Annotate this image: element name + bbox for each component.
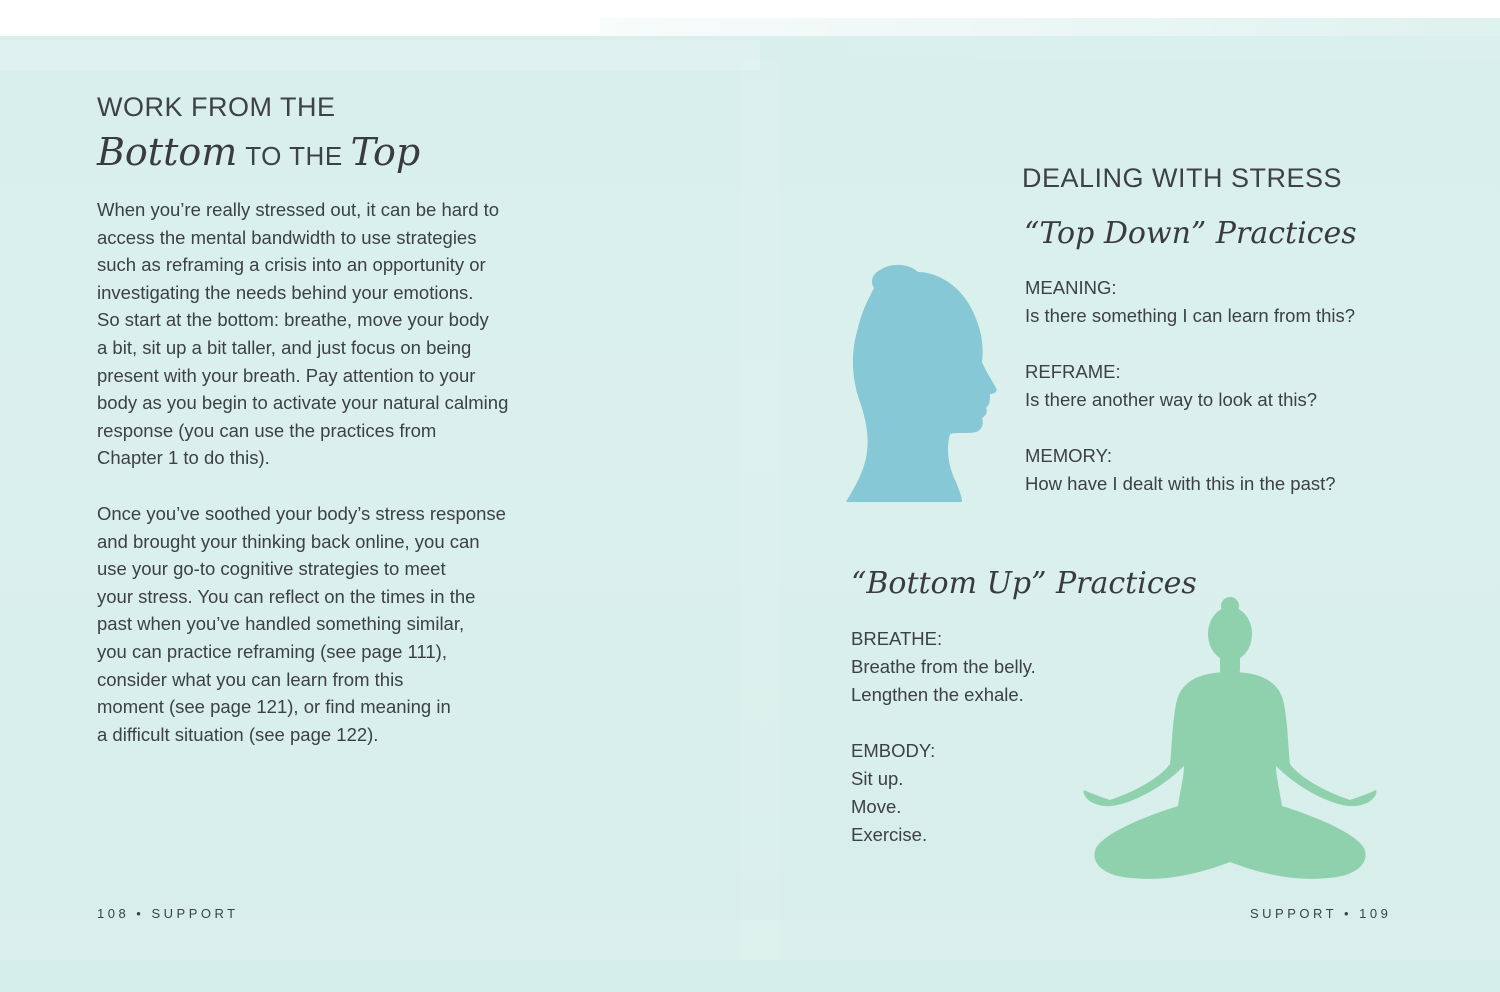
practice-label: BREATHE: xyxy=(851,628,943,649)
text-line: So start at the bottom: breathe, move your body xyxy=(97,309,489,331)
practice-label: MEANING: xyxy=(1025,277,1117,298)
text-line: your stress. You can reflect on the times in the xyxy=(97,585,476,607)
text-line: When you’re really stressed out, it can be hard to xyxy=(97,199,500,220)
title-connector: TO THE xyxy=(245,141,343,171)
text-line: response (you can use the practices from xyxy=(97,419,437,441)
text-line: Chapter 1 to do this). xyxy=(97,447,270,469)
bottom-up-list xyxy=(851,625,1036,849)
head-profile-icon xyxy=(840,262,1005,502)
title-word-bottom: Bottom xyxy=(97,130,238,174)
text-line: body as you begin to activate your natural calming xyxy=(97,392,509,414)
text-line: access the mental bandwidth to use strategies xyxy=(97,226,477,248)
paragraph-1 xyxy=(97,196,557,472)
text-line: you can practice reframing (see page 111), xyxy=(97,640,447,662)
text-line: and brought your thinking back online, you can xyxy=(97,530,480,552)
practice-text: Move. xyxy=(851,796,902,817)
text-line: such as reframing a crisis into an opportunity or xyxy=(97,254,486,276)
practice-text: Lengthen the exhale. xyxy=(851,684,1024,705)
top-down-list xyxy=(1025,274,1355,498)
bottom-up-title: “Bottom Up” Practices xyxy=(851,566,1197,601)
practice-text: Exercise. xyxy=(851,824,928,845)
text-line: moment (see page 121), or find meaning in xyxy=(97,696,451,718)
title-line2 xyxy=(97,130,420,174)
title-line1: WORK FROM THE xyxy=(97,92,336,122)
practice-text: Is there something I can learn from this? xyxy=(1025,305,1356,326)
practice-text: Is there another way to look at this? xyxy=(1025,389,1318,410)
title-word-top: Top xyxy=(350,130,421,174)
practice-text: Breathe from the belly. xyxy=(851,656,1036,677)
text-line: investigating the needs behind your emotions. xyxy=(97,281,474,303)
top-down-title: “Top Down” Practices xyxy=(1024,216,1357,251)
text-line: past when you’ve handled something similar, xyxy=(97,613,465,635)
text-line: Once you’ve soothed your body’s stress response xyxy=(97,503,506,524)
practice-text: Sit up. xyxy=(851,768,904,789)
practice-text: How have I dealt with this in the past? xyxy=(1025,473,1336,494)
practice-label: REFRAME: xyxy=(1025,361,1121,382)
text-line: consider what you can learn from this xyxy=(97,668,404,690)
text-line: a difficult situation (see page 122). xyxy=(97,723,379,745)
text-line: present with your breath. Pay attention to your xyxy=(97,364,476,386)
meditation-icon xyxy=(1080,596,1380,886)
practice-label: EMBODY: xyxy=(851,740,936,761)
paragraph-2 xyxy=(97,500,557,748)
page-folio-left: 108 • SUPPORT xyxy=(97,906,239,921)
text-line: use your go-to cognitive strategies to meet xyxy=(97,558,446,580)
page-folio-right: SUPPORT • 109 xyxy=(1250,906,1392,921)
practice-label: MEMORY: xyxy=(1025,445,1113,466)
text-line: a bit, sit up a bit taller, and just focus on being xyxy=(97,336,472,358)
right-heading: DEALING WITH STRESS xyxy=(1022,163,1343,193)
